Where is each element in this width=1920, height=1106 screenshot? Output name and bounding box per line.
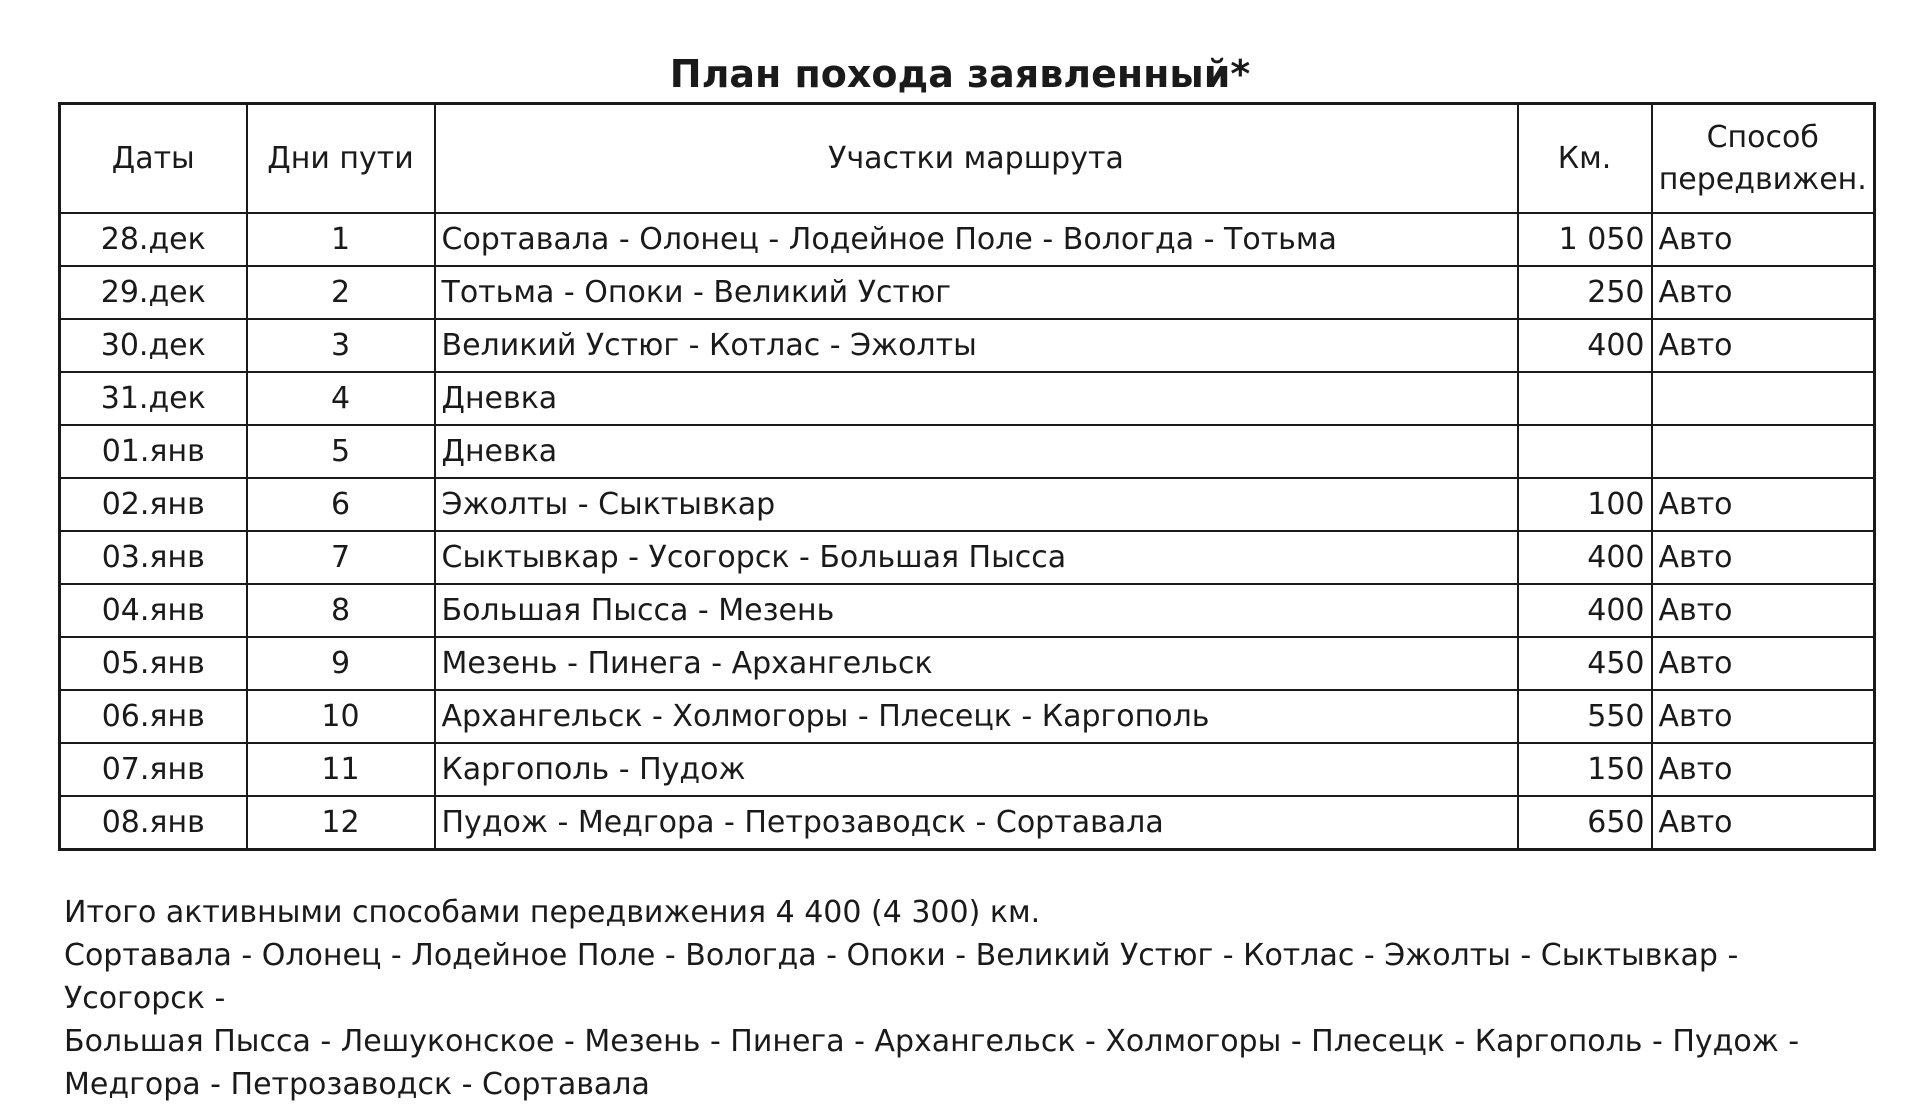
- cell-day: 3: [247, 319, 435, 372]
- cell-day: 2: [247, 266, 435, 319]
- cell-km: 650: [1518, 796, 1652, 850]
- table-row: [60, 584, 1875, 637]
- cell-mode: Авто: [1652, 796, 1875, 850]
- table-row: [60, 266, 1875, 319]
- cell-route: Эжолты - Сыктывкар: [435, 478, 1518, 531]
- cell-day: 9: [247, 637, 435, 690]
- route-plan-table: [58, 102, 1876, 851]
- header-transport-mode-line2: передвижен.: [1658, 161, 1867, 197]
- header-km: Км.: [1518, 104, 1652, 214]
- full-route-line-3: Медгора - Петрозаводск - Сортавала: [64, 1067, 650, 1102]
- cell-mode: Авто: [1652, 266, 1875, 319]
- header-dates: Даты: [60, 104, 247, 214]
- cell-mode: Авто: [1652, 531, 1875, 584]
- cell-km: [1518, 372, 1652, 425]
- table-header-row: [60, 104, 1875, 214]
- full-route-line-2: Большая Пысса - Лешуконское - Мезень - Пинега - Архангельск - Холмогоры - Плесецк - Каргополь - Пудож -: [64, 1024, 1800, 1059]
- page-title: План похода заявленный*: [669, 52, 1251, 96]
- cell-day: 4: [247, 372, 435, 425]
- cell-mode: Авто: [1652, 637, 1875, 690]
- full-route-line-1: Сортавала - Олонец - Лодейное Поле - Вологда - Опоки - Великий Устюг - Котлас - Эжолты - Сыктывкар - Усогорск -: [64, 938, 1739, 1016]
- cell-date: 30.дек: [60, 319, 247, 372]
- cell-date: 07.янв: [60, 743, 247, 796]
- cell-date: 03.янв: [60, 531, 247, 584]
- cell-day: 12: [247, 796, 435, 850]
- cell-route: Дневка: [435, 372, 1518, 425]
- cell-day: 11: [247, 743, 435, 796]
- cell-route: Каргополь - Пудож: [435, 743, 1518, 796]
- cell-date: 31.дек: [60, 372, 247, 425]
- table-row: [60, 690, 1875, 743]
- cell-day: 7: [247, 531, 435, 584]
- cell-route: Великий Устюг - Котлас - Эжолты: [435, 319, 1518, 372]
- cell-date: 08.янв: [60, 796, 247, 850]
- cell-day: 6: [247, 478, 435, 531]
- header-days: Дни пути: [247, 104, 435, 214]
- table-row: [60, 637, 1875, 690]
- cell-route: Сортавала - Олонец - Лодейное Поле - Вологда - Тотьма: [435, 213, 1518, 266]
- cell-km: 250: [1518, 266, 1652, 319]
- cell-km: 400: [1518, 319, 1652, 372]
- cell-date: 06.янв: [60, 690, 247, 743]
- cell-km: 400: [1518, 584, 1652, 637]
- table-row: [60, 796, 1875, 850]
- cell-km: 1 050: [1518, 213, 1652, 266]
- cell-day: 10: [247, 690, 435, 743]
- cell-day: 5: [247, 425, 435, 478]
- cell-km: 400: [1518, 531, 1652, 584]
- cell-route: Пудож - Медгора - Петрозаводск - Сортавала: [435, 796, 1518, 850]
- cell-date: 04.янв: [60, 584, 247, 637]
- table-row: [60, 319, 1875, 372]
- cell-km: 450: [1518, 637, 1652, 690]
- header-transport-mode-line1: Способ: [1706, 119, 1819, 155]
- cell-mode: Авто: [1652, 743, 1875, 796]
- cell-km: 150: [1518, 743, 1652, 796]
- cell-route: Дневка: [435, 425, 1518, 478]
- table-row: [60, 425, 1875, 478]
- cell-mode: Авто: [1652, 213, 1875, 266]
- cell-date: 05.янв: [60, 637, 247, 690]
- cell-km: 550: [1518, 690, 1652, 743]
- table-row: [60, 478, 1875, 531]
- table-row: [60, 213, 1875, 266]
- cell-mode: Авто: [1652, 478, 1875, 531]
- table-row: [60, 743, 1875, 796]
- cell-date: 28.дек: [60, 213, 247, 266]
- table-row: [60, 372, 1875, 425]
- cell-mode: [1652, 372, 1875, 425]
- cell-km: [1518, 425, 1652, 478]
- cell-route: Большая Пысса - Мезень: [435, 584, 1518, 637]
- cell-date: 02.янв: [60, 478, 247, 531]
- total-distance-note: Итого активными способами передвижения 4 400 (4 300) км.: [64, 895, 1041, 930]
- cell-mode: Авто: [1652, 584, 1875, 637]
- cell-day: 1: [247, 213, 435, 266]
- cell-mode: Авто: [1652, 319, 1875, 372]
- cell-day: 8: [247, 584, 435, 637]
- header-route-segments: Участки маршрута: [435, 104, 1518, 214]
- table-row: [60, 531, 1875, 584]
- cell-date: 01.янв: [60, 425, 247, 478]
- header-transport-mode: [1652, 104, 1875, 214]
- cell-route: Архангельск - Холмогоры - Плесецк - Каргополь: [435, 690, 1518, 743]
- cell-mode: [1652, 425, 1875, 478]
- footer-notes: [64, 891, 1874, 1106]
- cell-route: Сыктывкар - Усогорск - Большая Пысса: [435, 531, 1518, 584]
- cell-mode: Авто: [1652, 690, 1875, 743]
- cell-date: 29.дек: [60, 266, 247, 319]
- cell-route: Тотьма - Опоки - Великий Устюг: [435, 266, 1518, 319]
- cell-route: Мезень - Пинега - Архангельск: [435, 637, 1518, 690]
- cell-km: 100: [1518, 478, 1652, 531]
